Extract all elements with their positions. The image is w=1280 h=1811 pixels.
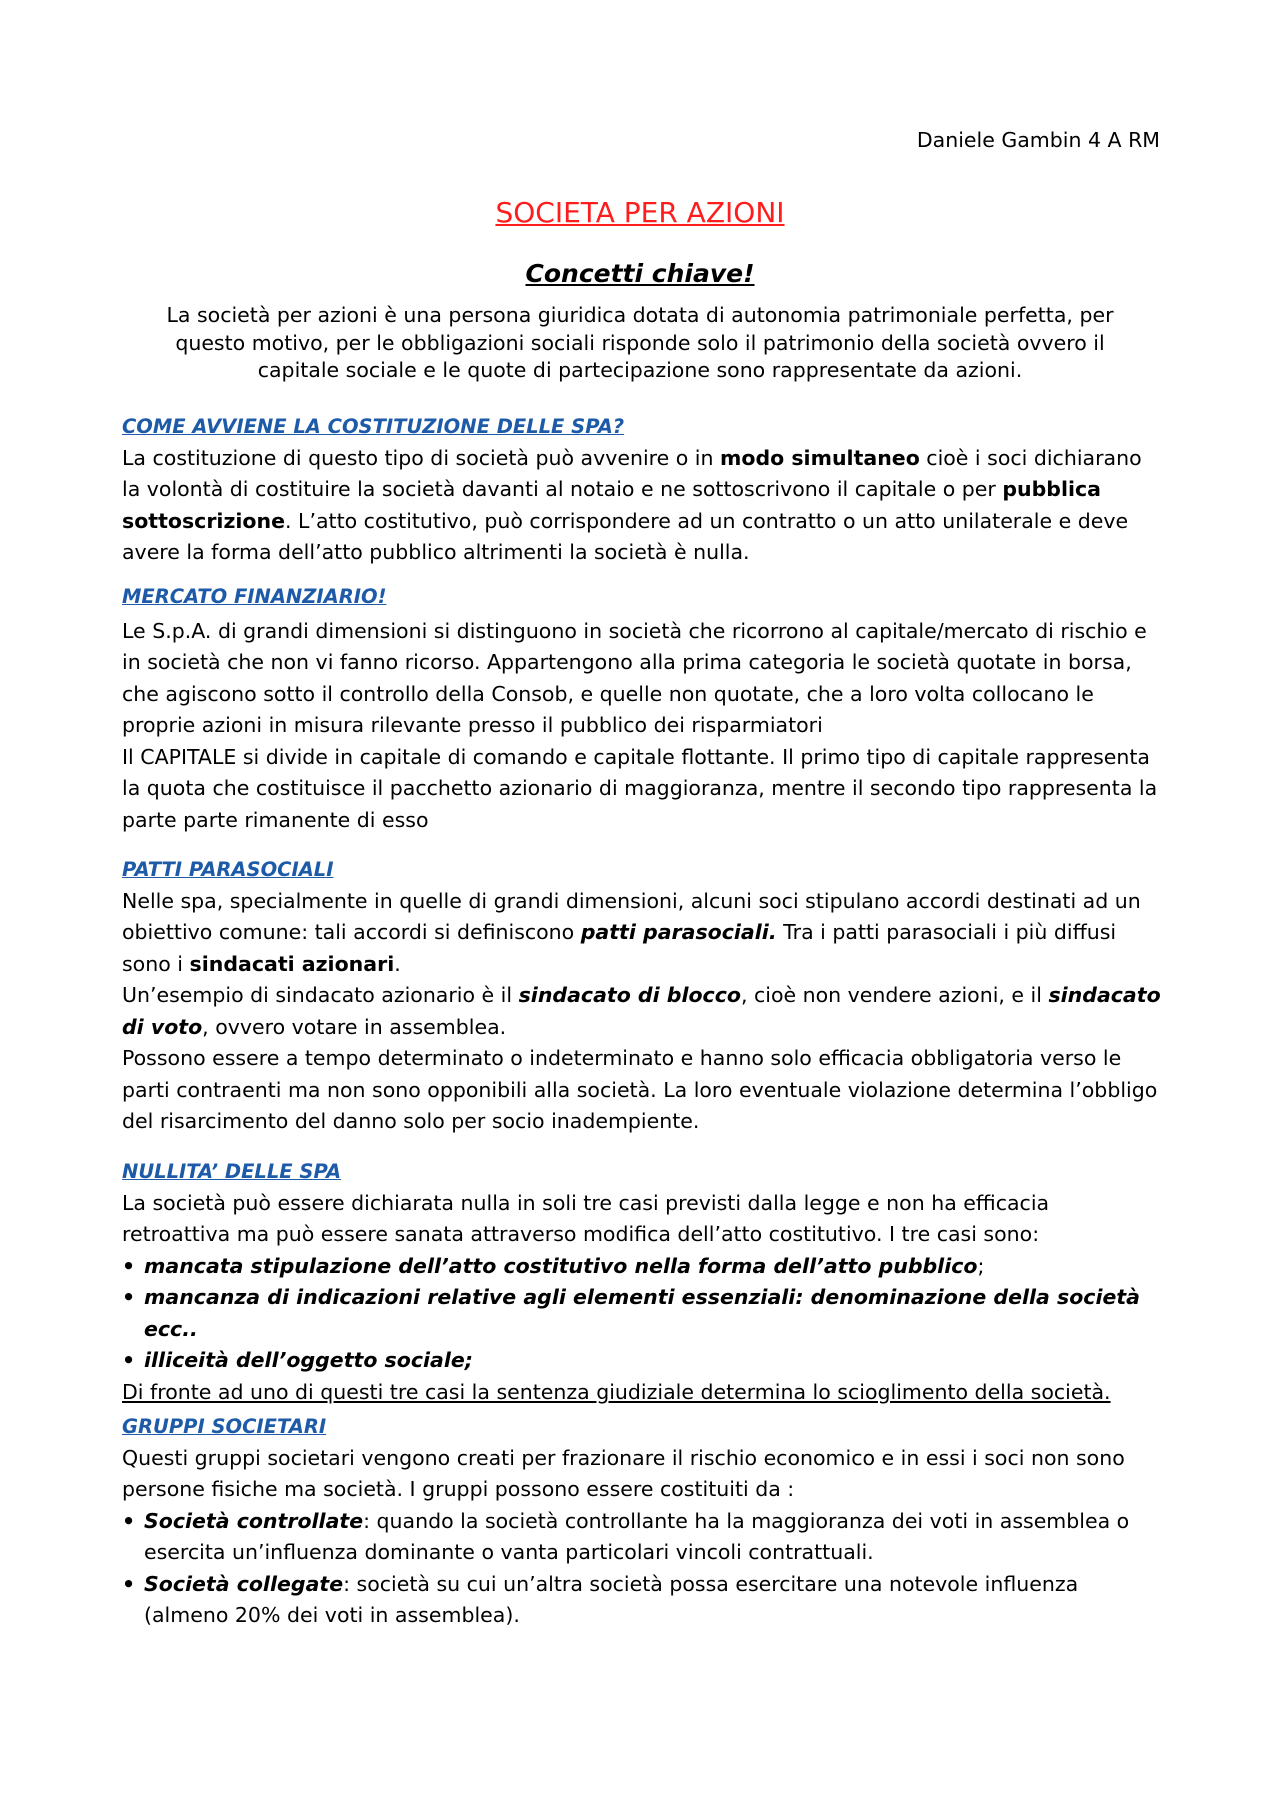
section-heading: COME AVVIENE LA COSTITUZIONE DELLE SPA? [122, 415, 625, 438]
document-title: SOCIETA PER AZIONI [495, 196, 785, 229]
section-paragraph: La costituzione di questo tipo di società può avvenire o in modo simultaneo cioè i soci dichiarano la volontà di costituire la società davanti al notaio e ne sottoscrivono il capitale o per pubblica sottoscrizione. L’atto costitutivo, può corrispondere ad un contratto o un atto unilaterale e deve avere la forma dell’atto pubblico altrimenti la società è nulla. [122, 445, 1142, 564]
section-paragraph: Possono essere a tempo determinato o indeterminato e hanno solo efficacia obbligatoria verso le parti contraenti ma non sono opponibili alla società. La loro eventuale violazione determina l’obbligo del risarcimento del danno solo per socio inadempiente. [122, 1046, 1158, 1133]
section-heading: GRUPPI SOCIETARI [122, 1415, 327, 1438]
section-paragraph: La società può essere dichiarata nulla in soli tre casi previsti dalla legge e non ha efficacia retroattiva ma può essere sanata attraverso modifica dell’atto costitutivo. I tre casi sono: [122, 1190, 1050, 1246]
list-item: • Società collegate: società su cui un’altra società possa esercitare una notevole influenza (almeno 20% dei voti in assemblea). [122, 1569, 1162, 1632]
author-line: Daniele Gambin 4 A RM [916, 128, 1160, 152]
section-costituzione [122, 411, 1162, 569]
section-paragraph: Un’esempio di sindacato azionario è il sindacato di blocco, cioè non vendere azioni, e il sindacato di voto, ovvero votare in assemblea. [122, 983, 1161, 1039]
section-paragraph: Questi gruppi societari vengono creati per frazionare il rischio economico e in essi i soci non sono persone fisiche ma società. I gruppi possono essere costituiti da : [122, 1445, 1125, 1501]
list-item: • mancata stipulazione dell’atto costitutivo nella forma dell’atto pubblico; [122, 1251, 1162, 1283]
section-nullita [122, 1156, 1162, 1408]
section-gruppi [122, 1411, 1162, 1632]
list-item: • mancanza di indicazioni relative agli elementi essenziali: denominazione della società ecc.. [122, 1282, 1162, 1345]
section-mercato [122, 581, 1162, 836]
list-item: • illiceità dell’oggetto sociale; [122, 1345, 1162, 1377]
nullita-list [122, 1251, 1162, 1377]
section-paragraph: Le S.p.A. di grandi dimensioni si distinguono in società che ricorrono al capitale/mercato di rischio e in società che non vi fanno ricorso. Appartengono alla prima categoria le società quotate in borsa, che agiscono sotto il controllo della Consob, e quelle non quotate, che a loro volta collocano le proprie azioni in misura rilevante presso il pubblico dei risparmiatori [122, 618, 1147, 737]
section-closing: Di fronte ad uno di questi tre casi la sentenza giudiziale determina lo scioglimento della società. [122, 1379, 1111, 1404]
section-heading: NULLITA’ DELLE SPA [122, 1160, 342, 1183]
document-subtitle: Concetti chiave! [525, 259, 755, 288]
section-patti [122, 854, 1162, 1138]
section-paragraph: Il CAPITALE si divide in capitale di comando e capitale flottante. Il primo tipo di capitale rappresenta la quota che costituisce il pacchetto azionario di maggioranza, mentre il secondo tipo rappresenta la parte parte rimanente di esso [122, 744, 1158, 832]
section-paragraph: Nelle spa, specialmente in quelle di grandi dimensioni, alcuni soci stipulano accordi destinati ad un obiettivo comune: tali accordi si definiscono patti parasociali. Tra i patti parasociali i più diffusi sono i sindacati azionari. [122, 888, 1141, 976]
intro-paragraph: La società per azioni è una persona giuridica dotata di autonomia patrimoniale perfetta, per questo motivo, per le obbligazioni sociali risponde solo il patrimonio della società ovvero il capitale sociale e le quote di partecipazione sono rappresentate da azioni. [166, 303, 1114, 382]
list-item: • Società controllate: quando la società controllante ha la maggioranza dei voti in assemblea o esercita un’influenza dominante o vanta particolari vincoli contrattuali. [122, 1506, 1162, 1569]
gruppi-list [122, 1506, 1162, 1632]
section-heading: PATTI PARASOCIALI [122, 858, 334, 881]
section-heading: MERCATO FINANZIARIO! [122, 585, 387, 608]
